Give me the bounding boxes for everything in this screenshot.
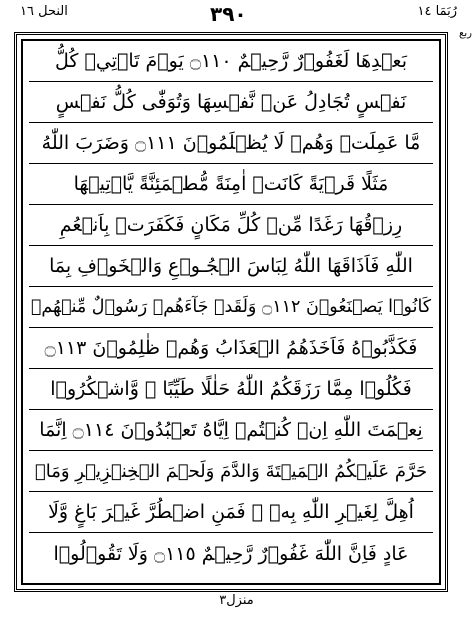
text-line-9: فَكُلُوۡا مِمَّا رَزَقَكُمُ اللّٰهُ حَلٰلًا طَيِّبًا ۖ وَّاشۡكُرُوۡا (29, 369, 433, 410)
text-line-2: نَفۡسٍ تُجَادِلُ عَنۡ نَّفۡسِهَا وَتُوَفّٰى كُلُّ نَفۡسٍ (29, 82, 433, 123)
text-line-7: كَانُوۡا يَصۡنَعُوۡنَ ۝١١٢ وَلَقَدۡ جَآءَهُمۡ رَسُوۡلٌ مِّنۡهُمۡ (29, 287, 433, 328)
text-line-1: بَعۡدِهَا لَغَفُوۡرٌ رَّحِيۡمٌ ۝١١٠ يَوۡمَ تَاۡتِيۡ كُلُّ (29, 41, 433, 82)
text-line-3: مَّا عَمِلَتۡ وَهُمۡ لَا يُظۡلَمُوۡنَ ۝١١١ وَضَرَبَ اللّٰهُ (29, 123, 433, 164)
text-line-6: اللّٰهِ فَاَذَاقَهَا اللّٰهُ لِبَاسَ الۡجُـوۡعِ وَالۡخَوۡفِ بِمَا (29, 246, 433, 287)
text-line-4: مَثَلًا قَرۡيَةً كَانَتۡ اٰمِنَةً مُّطۡمَئِنَّةً يَّاۡتِيۡهَا (29, 164, 433, 205)
ruku-side-marker: ربع (459, 28, 472, 39)
juz-name: رُبَمَا ١٤ (417, 4, 457, 19)
text-area (21, 39, 441, 585)
text-line-11: حَرَّمَ عَلَيۡكُمُ الۡمَيۡتَةَ وَالدَّمَ وَلَحۡمَ الۡخِنۡزِيۡرِ وَمَاۤ (29, 451, 433, 492)
surah-name: النحل ١٦ (20, 4, 68, 19)
page-header (0, 0, 473, 36)
text-line-13: عَادٍ فَاِنَّ اللّٰهَ غَفُوۡرٌ رَّحِيۡمٌ ۝١١٥ وَلَا تَقُوۡلُوۡا (53, 542, 409, 565)
text-line-8: فَكَذَّبُوۡهُ فَاَخَذَهُمُ الۡعَذَابُ وَهُمۡ ظٰلِمُوۡنَ ۝١١٣ (29, 328, 433, 369)
text-line-5: رِزۡقُهَا رَغَدًا مِّنۡ كُلِّ مَكَانٍ فَكَفَرَتۡ بِاَنۡعُمِ (29, 205, 433, 246)
text-line-10: نِعۡمَتَ اللّٰهِ اِنۡ كُنۡتُمۡ اِيَّاهُ تَعۡبُدُوۡنَ ۝١١٤ اِنَّمَا (29, 410, 433, 451)
manzil-footer: منزل٣ (219, 593, 254, 608)
page-border (14, 32, 448, 592)
page-number: ٣٩٠ (210, 2, 247, 26)
text-line-12: اُهِلَّ لِغَيۡرِ اللّٰهِ بِهٖ ۚ فَمَنِ اضۡطُرَّ غَيۡرَ بَاغٍ وَّلَا (29, 492, 433, 533)
